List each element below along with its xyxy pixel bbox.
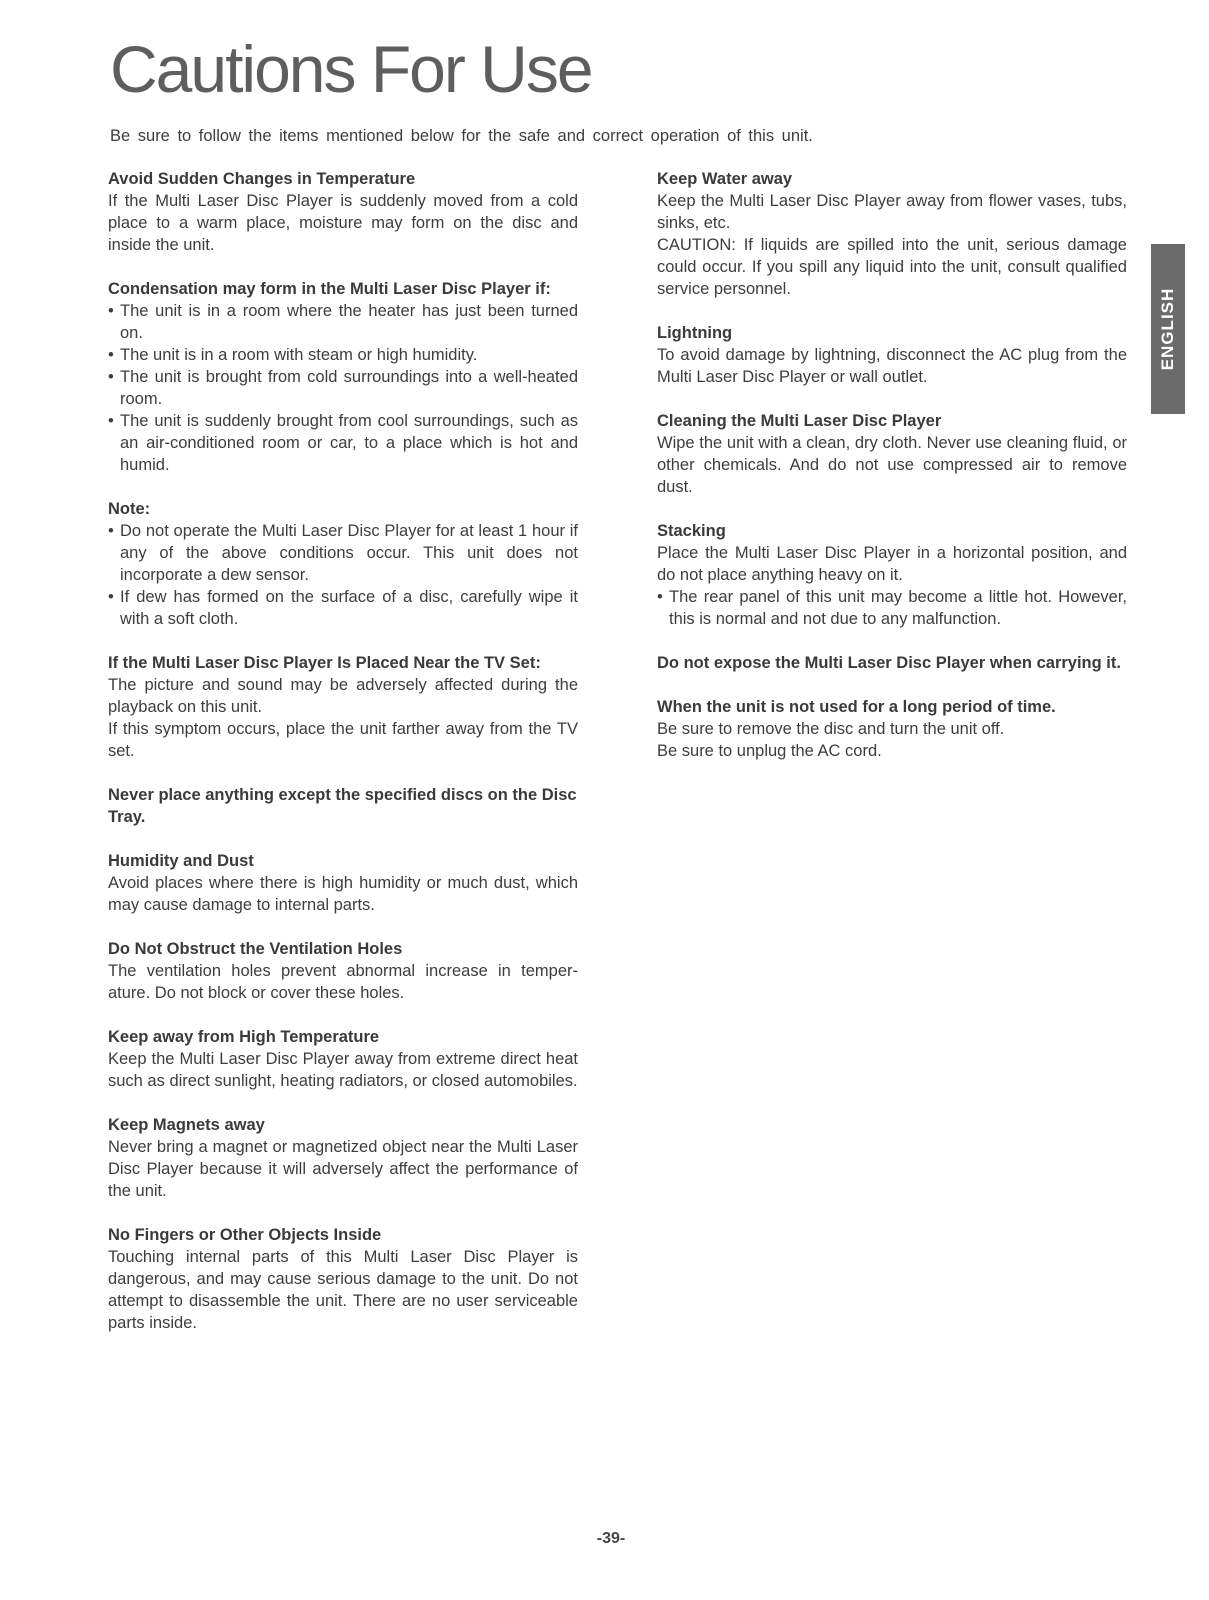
section-high-temperature — [108, 1026, 578, 1092]
bullet-text: The unit is brought from cold surroundings into a well-heated room. — [120, 368, 578, 408]
bullet-item — [108, 410, 578, 476]
section-heading: Do not expose the Multi Laser Disc Player when carrying it. — [657, 654, 1121, 672]
section-long-period — [657, 696, 1127, 762]
section-near-tv — [108, 652, 578, 762]
right-column — [657, 168, 1127, 784]
bullet-text: The unit is in a room where the heater has just been turned on. — [120, 302, 578, 342]
section-heading: Avoid Sudden Changes in Temperature — [108, 170, 416, 188]
section-heading: Keep away from High Temperature — [108, 1028, 380, 1046]
bullet-item — [657, 586, 1127, 630]
section-heading: Stacking — [657, 522, 726, 540]
section-disc-tray — [108, 784, 578, 828]
section-ventilation — [108, 938, 578, 1004]
section-heading: Condensation may form in the Multi Laser Disc Player if: — [108, 280, 551, 298]
section-text: Wipe the unit with a clean, dry cloth. Never use cleaning fluid, or other chemicals. And do not use compressed air to remove dust. — [657, 434, 1127, 496]
section-carrying — [657, 652, 1127, 674]
section-heading: Never place anything except the specified discs on the Disc Tray. — [108, 786, 577, 826]
bullet-item — [108, 344, 578, 366]
section-magnets — [108, 1114, 578, 1202]
bullet-dot: • — [108, 346, 114, 364]
section-heading: Note: — [108, 500, 151, 518]
left-column — [108, 168, 578, 1356]
bullet-item — [108, 520, 578, 586]
page-number: -39- — [596, 1530, 626, 1547]
section-text: Never bring a magnet or magnetized object near the Multi Laser Disc Player because it will adversely affect the performance of the unit. — [108, 1138, 578, 1200]
section-heading: Keep Magnets away — [108, 1116, 265, 1134]
section-humidity-dust — [108, 850, 578, 916]
section-heading: Cleaning the Multi Laser Disc Player — [657, 412, 942, 430]
language-tab-label: ENGLISH — [1158, 287, 1177, 371]
bullet-dot: • — [108, 368, 114, 386]
section-note — [108, 498, 578, 630]
section-water — [657, 168, 1127, 300]
section-heading: When the unit is not used for a long period of time. — [657, 698, 1056, 716]
bullet-item — [108, 586, 578, 630]
bullet-text: If dew has formed on the surface of a disc, carefully wipe it with a soft cloth. — [120, 588, 578, 628]
bullet-item — [108, 366, 578, 410]
section-text: Keep the Multi Laser Disc Player away from extreme direct heat such as direct sunlight, heating radiators, or closed automobiles. — [108, 1050, 578, 1090]
section-text: Keep the Multi Laser Disc Player away from flower vases, tubs, sinks, etc. — [657, 192, 1127, 232]
section-text: Touching internal parts of this Multi Laser Disc Player is dangerous, and may cause serious damage to the unit. Do not attempt to disassemble the unit. There are no user serviceable parts inside. — [108, 1248, 578, 1332]
bullet-text: Do not operate the Multi Laser Disc Player for at least 1 hour if any of the above conditions occur. This unit does not incorporate a dew sensor. — [120, 522, 578, 584]
section-cleaning — [657, 410, 1127, 498]
bullet-dot: • — [657, 588, 663, 606]
section-text: The picture and sound may be adversely affected during the playback on this unit. — [108, 676, 578, 716]
page-title: Cautions For Use — [110, 32, 592, 106]
section-lightning — [657, 322, 1127, 388]
section-heading: If the Multi Laser Disc Player Is Placed Near the TV Set: — [108, 654, 541, 672]
bullet-text: The rear panel of this unit may become a little hot. However, this is normal and not due to any malfunction. — [669, 588, 1127, 628]
section-heading: Lightning — [657, 324, 733, 342]
section-text: If this symptom occurs, place the unit farther away from the TV set. — [108, 720, 578, 760]
section-text: Avoid places where there is high humidity or much dust, which may cause damage to internal parts. — [108, 874, 578, 914]
section-heading: Humidity and Dust — [108, 852, 254, 870]
section-text: Place the Multi Laser Disc Player in a horizontal position, and do not place anything heavy on it. — [657, 544, 1127, 584]
section-fingers-objects — [108, 1224, 578, 1334]
section-heading: No Fingers or Other Objects Inside — [108, 1226, 382, 1244]
section-text: Be sure to remove the disc and turn the unit off. — [657, 720, 1005, 738]
bullet-text: The unit is suddenly brought from cool surroundings, such as an air-conditioned room or car, to a place which is hot and humid. — [120, 412, 578, 474]
section-stacking — [657, 520, 1127, 630]
section-text: To avoid damage by lightning, disconnect the AC plug from the Multi Laser Disc Player or wall outlet. — [657, 346, 1127, 386]
bullet-item — [108, 300, 578, 344]
intro-text: Be sure to follow the items mentioned below for the safe and correct operation of this unit. — [110, 127, 813, 145]
section-text: The ventilation holes prevent abnormal increase in temper-ature. Do not block or cover these holes. — [108, 962, 578, 1002]
bullet-dot: • — [108, 302, 114, 320]
section-text: Be sure to unplug the AC cord. — [657, 742, 882, 760]
section-heading: Do Not Obstruct the Ventilation Holes — [108, 940, 403, 958]
bullet-dot: • — [108, 412, 114, 430]
section-temperature-changes — [108, 168, 578, 256]
section-heading: Keep Water away — [657, 170, 793, 188]
language-tab — [1151, 244, 1185, 414]
section-text: If the Multi Laser Disc Player is suddenly moved from a cold place to a warm place, moisture may form on the disc and inside the unit. — [108, 192, 578, 254]
bullet-dot: • — [108, 522, 114, 540]
section-condensation — [108, 278, 578, 476]
bullet-dot: • — [108, 588, 114, 606]
bullet-text: The unit is in a room with steam or high humidity. — [120, 346, 478, 364]
section-text: CAUTION: If liquids are spilled into the unit, serious damage could occur. If you spill any liquid into the unit, consult qualified service personnel. — [657, 236, 1127, 298]
